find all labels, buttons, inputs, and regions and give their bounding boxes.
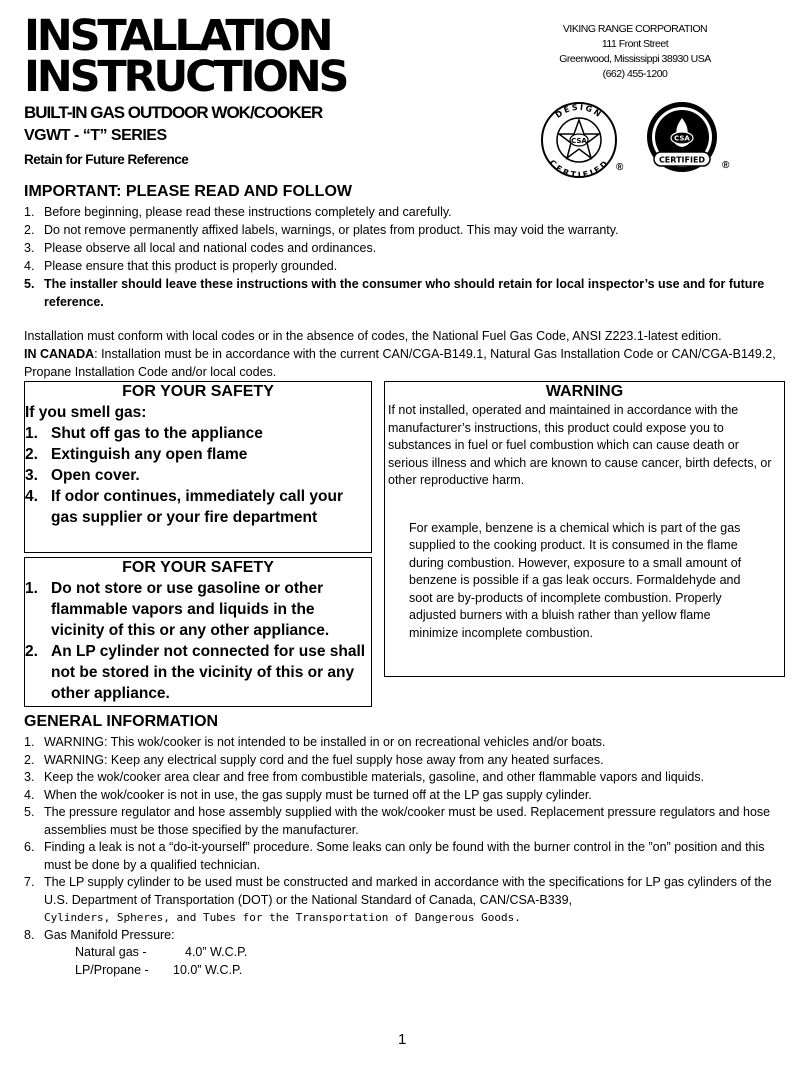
title-line-2: INSTRUCTIONS xyxy=(24,52,347,102)
list-item: 4. Please ensure that this product is properly grounded. xyxy=(24,259,338,273)
series-name: VGWT - “T” SERIES xyxy=(24,127,167,144)
warning-example: For example, benzene is a chemical which is part of the gas supplied to the cooking product. It is consumed in the flame during combustion. However, exposure to a small amount of benzene is possible if a gas leak occurs. Formaldehyde and soot are by-products of incomplete combustion. Properly adjusted burners with a bluish rather than yellow flame minimize incomplete combustion. xyxy=(409,520,742,640)
pressure-table xyxy=(24,944,794,979)
retain-note: Retain for Future Reference xyxy=(24,152,189,167)
codes-line: Installation must conform with local codes or in the absence of codes, the National Fuel Gas Code, ANSI Z223.1-latest edition. xyxy=(24,329,722,343)
general-info-list xyxy=(24,734,794,979)
list-item: 2. An LP cylinder not connected for use shall not be stored in the vicinity of this or any other appliance. xyxy=(25,643,366,702)
list-item: 4. If odor continues, immediately call your gas supplier or your fire department xyxy=(25,488,343,526)
svg-text:CERTIFIED: CERTIFIED xyxy=(658,155,706,165)
company-city: Greenwood, Mississippi 38930 USA xyxy=(559,53,711,65)
list-item: 3. Open cover. xyxy=(25,467,140,484)
list-item: 8. Gas Manifold Pressure: xyxy=(24,927,175,942)
company-street: 111 Front Street xyxy=(601,38,669,50)
list-item: 4. When the wok/cooker is not in use, the gas supply must be turned off at the LP gas supply cylinder. xyxy=(24,787,592,802)
safety-intro: If you smell gas: xyxy=(25,404,147,421)
title-block xyxy=(24,11,347,102)
list-item: 2. WARNING: Keep any electrical supply cord and the fuel supply hose away from any heated surfaces. xyxy=(24,752,604,767)
warning-label: WARNING: xyxy=(44,735,108,749)
registered-mark: ® xyxy=(616,162,624,173)
list-item: 3. Please observe all local and national codes and ordinances. xyxy=(24,241,377,255)
list-item: 7. The LP supply cylinder to be used must be constructed and marked in accordance with the specifications for LP gas cylinders of the U.S. Department of Transportation (DOT) or the National Standard of Canada, CAN/CSA-B339, Cylinders, Spheres, and Tubes for the Transportation of Dangerous Goods. xyxy=(24,875,772,924)
product-subtitle: BUILT-IN GAS OUTDOOR WOK/COOKER xyxy=(24,103,323,122)
list-item: 1. Do not store or use gasoline or other flammable vapors and liquids in the vicinity of this or any other appliance. xyxy=(25,580,330,639)
warning-label: WARNING: xyxy=(44,752,108,767)
safety-box-body xyxy=(25,578,371,704)
safety-box-body xyxy=(25,402,371,528)
list-item: 2. Extinguish any open flame xyxy=(25,446,248,463)
safety-box-storage xyxy=(24,557,372,707)
important-heading: IMPORTANT: PLEASE READ AND FOLLOW xyxy=(24,183,352,200)
company-name: VIKING RANGE CORPORATION xyxy=(562,23,708,35)
svg-text:DESIGN: DESIGN xyxy=(553,102,605,120)
list-item: 1. WARNING: This wok/cooker is not intended to be installed in or on recreational vehicles and/or boats. xyxy=(24,735,606,749)
canada-label: IN CANADA xyxy=(24,347,95,361)
canada-codes: IN CANADA: Installation must be in accordance with the current CAN/CGA-B149.1, Natural Gas Installation Code or CAN/CGA-B149.2, Propane Installation Code and/or local codes. xyxy=(24,347,776,379)
list-item: 6. Finding a leak is not a “do-it-yourself” procedure. Some leaks can only be found with the burner control in the ”on” position and this must be done by a qualified technician. xyxy=(24,840,765,872)
safety-box-heading: FOR YOUR SAFETY xyxy=(122,559,274,576)
general-info-heading: GENERAL INFORMATION xyxy=(24,713,219,730)
list-item: 1. Shut off gas to the appliance xyxy=(25,425,263,442)
design-certified-seal-icon xyxy=(539,100,624,180)
list-item: 1. Before beginning, please read these instructions completely and carefully. xyxy=(24,205,452,219)
warning-text: If not installed, operated and maintained in accordance with the manufacturer’s instructions, this product could expose you to substances in fuel or fuel combustion which can cause death or serious illness and which are known to cause cancer, birth defects, or other reproductive harm. xyxy=(388,403,772,487)
list-item: 5. The pressure regulator and hose assembly supplied with the wok/cooker must be used. Replacement pressure regulators and hose assemblies must be those specified by the manufacturer. xyxy=(24,805,771,837)
page-number: 1 xyxy=(398,1031,407,1048)
safety-box-heading: FOR YOUR SAFETY xyxy=(122,383,274,400)
registered-mark: ® xyxy=(722,160,730,171)
svg-text:CSA: CSA xyxy=(674,134,690,143)
warning-heading: WARNING xyxy=(545,383,624,400)
svg-text:CSA: CSA xyxy=(571,137,587,145)
title-line-1: INSTALLATION xyxy=(24,11,331,61)
codes-paragraph xyxy=(24,327,794,381)
csa-certified-seal-icon xyxy=(645,100,730,174)
list-item: 5. The installer should leave these instructions with the consumer who should retain for local inspector’s use and for future reference. xyxy=(24,277,765,309)
important-list xyxy=(24,203,784,311)
standard-title: Cylinders, Spheres, and Tubes for the Transportation of Dangerous Goods. xyxy=(44,911,521,924)
warning-box xyxy=(384,381,785,677)
company-phone: (662) 455-1200 xyxy=(602,68,668,80)
pressure-row-lp: LP/Propane - 10.0” W.C.P. xyxy=(75,962,243,977)
list-item: 2. Do not remove permanently affixed labels, warnings, or plates from product. This may void the warranty. xyxy=(24,223,619,237)
pressure-row-natural: Natural gas - 4.0” W.C.P. xyxy=(75,945,248,959)
list-item: 3. Keep the wok/cooker area clear and free from combustible materials, gasoline, and other flammable vapors and liquids. xyxy=(24,770,705,784)
safety-box-gas xyxy=(24,381,372,553)
company-address xyxy=(540,22,730,82)
svg-text:CERTIFIED: CERTIFIED xyxy=(547,158,611,180)
